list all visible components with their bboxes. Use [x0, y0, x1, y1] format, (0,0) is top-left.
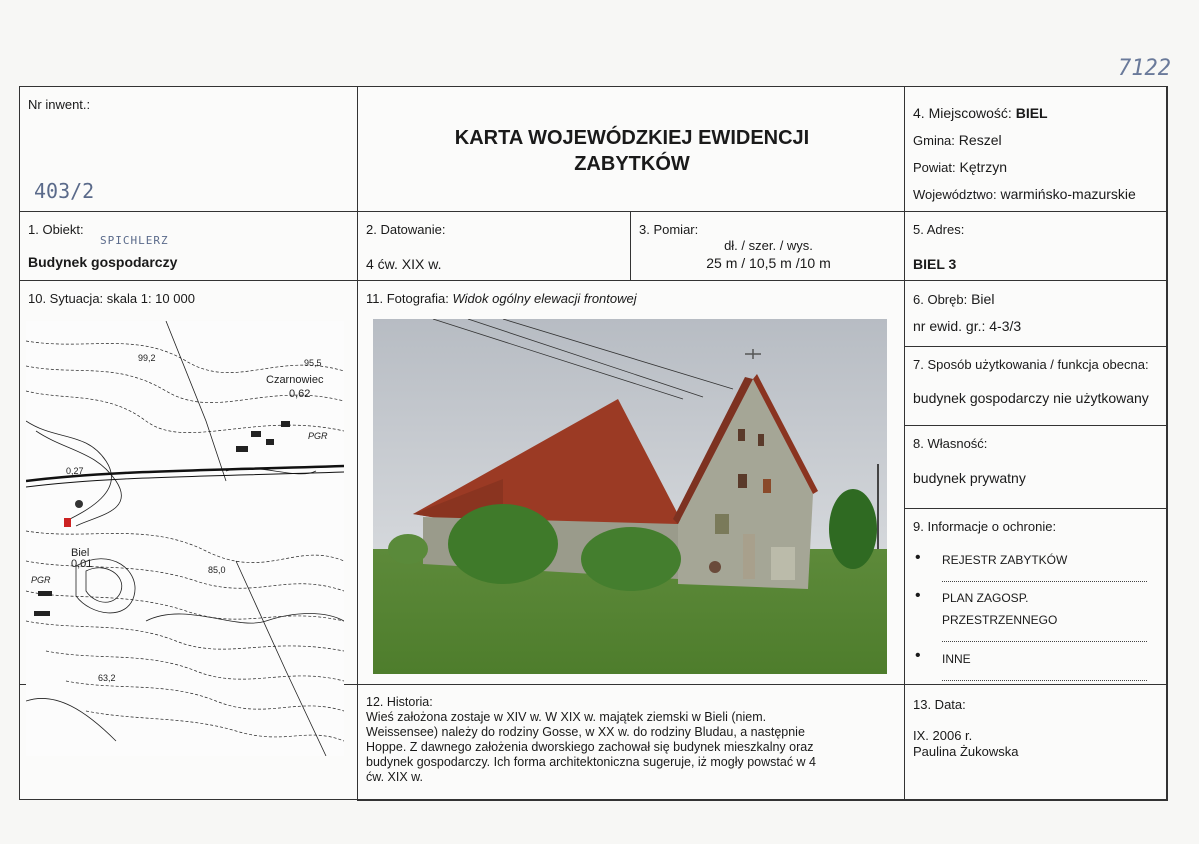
dating-value: 4 ćw. XIX w.	[366, 256, 442, 272]
protection-item: INNE	[942, 652, 971, 666]
object-label: 1. Obiekt:	[28, 222, 84, 237]
bullet-icon: •	[915, 549, 921, 566]
address-value: BIEL 3	[913, 256, 957, 272]
measure-header: dł. / szer. / wys.	[724, 238, 813, 253]
title-cell	[357, 86, 905, 212]
bullet-icon: •	[915, 587, 921, 604]
gmina-line: Gmina: Reszel	[913, 132, 1002, 148]
ownership-value: budynek prywatny	[913, 470, 1026, 486]
obreb-line: 6. Obręb: Biel	[913, 291, 995, 307]
usage-label: 7. Sposób użytkowania / funkcja obecna:	[913, 357, 1149, 372]
photo-label-line: 11. Fotografia: Widok ogólny elewacji frontowej	[366, 291, 637, 306]
history-cell	[357, 684, 905, 801]
usage-cell	[904, 346, 1168, 426]
inventory-label: Nr inwent.:	[28, 97, 91, 112]
date-label: 13. Data:	[913, 697, 966, 712]
svg-text:99,2: 99,2	[138, 353, 156, 363]
svg-text:Czarnowiec: Czarnowiec	[266, 374, 324, 386]
address-cell	[904, 211, 1168, 281]
situation-label: 10. Sytuacja: skala 1: 10 000	[28, 291, 195, 306]
date-cell	[904, 684, 1168, 801]
svg-text:0,01: 0,01	[71, 558, 93, 570]
monument-card	[19, 86, 1167, 800]
object-handwritten: SPICHLERZ	[100, 234, 169, 247]
ownership-cell	[904, 425, 1168, 509]
protection-item: PRZESTRZENNEGO	[942, 613, 1058, 627]
situation-map	[26, 321, 344, 756]
dating-label: 2. Datowanie:	[366, 222, 446, 237]
protection-item: REJESTR ZABYTKÓW	[942, 553, 1068, 567]
address-label: 5. Adres:	[913, 222, 965, 237]
svg-text:Biel: Biel	[71, 547, 90, 559]
powiat-line: Powiat: Kętrzyn	[913, 159, 1007, 175]
measure-cell	[630, 211, 905, 281]
svg-text:PGR: PGR	[308, 431, 328, 441]
archive-number: 7122	[1118, 56, 1171, 81]
measure-value: 25 m / 10,5 m /10 m	[706, 255, 831, 271]
object-cell	[19, 211, 358, 281]
wojewodztwo-line: Województwo: warmińsko-mazurskie	[913, 186, 1136, 202]
card-title: KARTA WOJEWÓDZKIEJ EWIDENCJI ZABYTKÓW	[454, 127, 810, 175]
barn-photo	[373, 319, 887, 674]
protection-item: PLAN ZAGOSP.	[942, 591, 1029, 605]
ownership-label: 8. Własność:	[913, 436, 988, 451]
svg-text:95,5: 95,5	[304, 358, 322, 368]
photo-cell	[357, 280, 905, 685]
usage-value: budynek gospodarczy nie użytkowany	[913, 390, 1149, 406]
svg-text:85,0: 85,0	[208, 565, 226, 575]
obreb-cell	[904, 280, 1168, 347]
date-block: IX. 2006 r. Paulina Żukowska	[913, 728, 1019, 759]
inventory-handwritten: 403/2	[34, 179, 95, 203]
location-line: 4. Miejscowość: BIEL	[913, 105, 1048, 121]
protection-cell	[904, 508, 1168, 685]
svg-text:0,27: 0,27	[66, 466, 84, 476]
dating-cell	[357, 211, 631, 281]
measure-label: 3. Pomiar:	[639, 222, 699, 237]
protection-label: 9. Informacje o ochronie:	[913, 519, 1057, 534]
svg-text:63,2: 63,2	[98, 673, 116, 683]
dotted-line	[942, 580, 1147, 582]
dotted-line	[942, 640, 1147, 642]
inventory-cell	[19, 86, 358, 212]
svg-text:0,62: 0,62	[289, 388, 311, 400]
situation-cell	[19, 280, 358, 685]
dotted-line	[942, 679, 1147, 681]
ewid-line: nr ewid. gr.: 4-3/3	[913, 318, 1022, 334]
object-value: Budynek gospodarczy	[28, 254, 178, 270]
svg-text:PGR: PGR	[31, 575, 51, 585]
location-cell	[904, 86, 1168, 212]
bullet-icon: •	[915, 647, 921, 664]
history-text: 12. Historia: Wieś założona zostaje w XIV w. W XIX w. majątek ziemski w Bieli (niem. Weissensee) należy do rodziny Gosse, w XX w. do rodziny Bludau, a następnie Hoppe. Z dawnego założenia dworskiego zachował się budynek mieszkalny oraz budynek gospodarczy. Ich forma architektoniczna sugeruje, iż mogły powstać w 4 ćw. XIX w.	[366, 695, 816, 784]
